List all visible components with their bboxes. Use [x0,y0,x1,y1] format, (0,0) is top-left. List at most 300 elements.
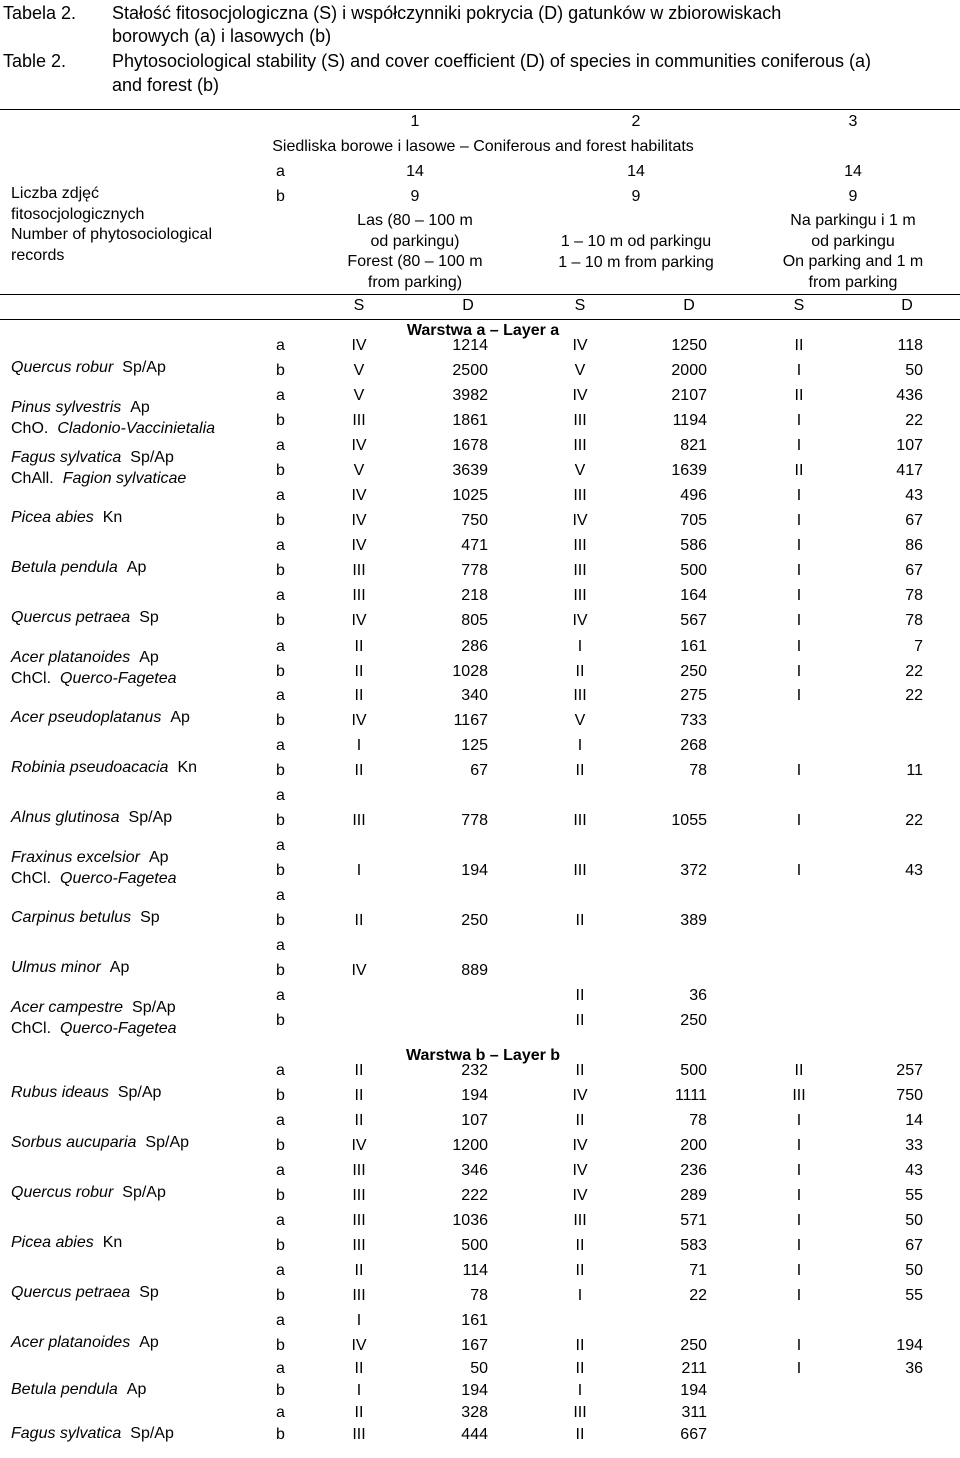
row-key: a [276,337,285,354]
stability-cell: I [796,762,802,779]
species-name: Querco-Fagetea [60,870,177,887]
stability-cell: IV [351,1337,367,1354]
species-label [11,608,159,628]
col2-desc-line: 1 – 10 m from parking [558,253,714,271]
species-note: ChCl. [11,870,52,887]
species-label [11,1083,161,1103]
species-label [11,1333,159,1353]
stability-cell: IV [572,1137,588,1154]
col1-desc-line: Forest (80 – 100 m [347,253,483,270]
stability-cell: I [796,687,802,704]
header-bottom-rule [0,294,960,295]
stability-cell: III [352,587,366,604]
stability-cell: V [353,387,365,404]
cover-cell: 667 [680,1426,707,1443]
records-row-key: b [276,188,285,205]
stability-cell: III [573,562,587,579]
stability-cell: I [577,638,583,655]
cover-cell: 778 [461,812,488,829]
species-name: Pinus sylvestris [11,399,122,416]
stability-cell: III [792,1087,806,1104]
row-key: a [276,437,285,454]
cover-cell: 372 [680,862,707,879]
stability-cell: III [573,812,587,829]
species-name: Quercus robur [11,1184,114,1201]
row-key: a [276,587,285,604]
stability-cell: IV [351,487,367,504]
row-key: b [276,512,285,529]
species-label [11,848,169,868]
cover-cell: 22 [905,812,923,829]
records-label-line: Number of phytosociological [11,226,212,243]
stability-cell: I [577,1287,583,1304]
row-key: a [276,887,285,904]
col1-desc-line: Las (80 – 100 m [357,212,473,229]
cover-cell: 86 [905,537,923,554]
stability-cell: II [575,987,585,1004]
stability-cell: II [575,762,585,779]
col3-desc [783,211,924,293]
stability-cell: II [354,1112,364,1129]
species-label [11,1283,159,1303]
cover-cell: 36 [689,987,707,1004]
stability-cell: I [796,412,802,429]
stability-cell: II [354,1262,364,1279]
col-num-3: 3 [848,113,858,130]
sd-header: S [793,297,805,314]
species-note: Ap [126,559,147,576]
cover-cell: 194 [461,1087,488,1104]
stability-cell: IV [351,712,367,729]
cover-cell: 328 [461,1404,488,1421]
row-key: a [276,1312,285,1329]
row-key: a [276,837,285,854]
row-key: b [276,1287,285,1304]
stability-cell: IV [572,1187,588,1204]
cover-cell: 2500 [452,362,488,379]
stability-cell: IV [572,612,588,629]
stability-cell: II [575,1426,585,1443]
cover-cell: 1028 [452,663,488,680]
cover-cell: 733 [680,712,707,729]
stability-cell: I [796,512,802,529]
row-key: a [276,1062,285,1079]
cover-cell: 194 [461,1382,488,1399]
species-note: ChO. [11,420,49,437]
species-note: Sp/Ap [122,359,166,376]
stability-cell: IV [572,512,588,529]
cover-cell: 22 [905,663,923,680]
cover-cell: 1055 [671,812,707,829]
stability-cell: II [794,337,804,354]
stability-cell: I [796,487,802,504]
caption-en-line2: and forest (b) [112,75,220,95]
row-key: a [276,937,285,954]
stability-cell: II [354,762,364,779]
row-key: a [276,387,285,404]
species-name: Quercus petraea [11,609,131,626]
row-key: b [276,663,285,680]
species-note: Ap [109,959,130,976]
species-note: Ap [139,649,159,666]
records-count: 9 [631,188,641,205]
species-label [11,1019,177,1039]
row-key: a [276,987,285,1004]
stability-cell: I [796,1137,802,1154]
cover-cell: 200 [680,1137,707,1154]
sd-header: D [683,297,695,314]
cover-cell: 1111 [674,1087,707,1104]
cover-cell: 43 [905,487,923,504]
cover-cell: 22 [905,412,923,429]
stability-cell: II [354,1404,364,1421]
row-key: b [276,1187,285,1204]
species-label [11,708,190,728]
cover-cell: 78 [905,587,923,604]
records-label-line: records [11,246,65,264]
species-note: Sp/Ap [122,1184,166,1201]
species-note: ChCl. [11,1020,52,1037]
stability-cell: III [573,437,587,454]
sd-bottom-rule [0,319,960,320]
layer-b-heading: Warstwa b – Layer b [405,1047,561,1064]
species-name: Quercus robur [11,359,114,376]
records-count: 14 [844,163,862,180]
stability-cell: I [577,1382,583,1399]
caption-en-line1: Phytosociological stability (S) and cover coefficient (D) of species in communities coniferous (a) [112,51,871,71]
species-label [11,669,177,689]
stability-cell: III [573,862,587,879]
stability-cell: II [575,1337,585,1354]
cover-cell: 500 [680,562,707,579]
stability-cell: IV [572,387,588,404]
stability-cell: II [575,1062,585,1079]
stability-cell: II [354,1062,364,1079]
stability-cell: I [796,1337,802,1354]
records-count: 14 [627,163,645,180]
species-name: Fagion sylvaticae [62,470,187,487]
cover-cell: 1639 [671,462,707,479]
stability-cell: I [796,1112,802,1129]
row-key: a [276,1404,285,1421]
species-note: Ap [170,709,190,726]
caption-en-label: Table 2. [3,51,67,71]
row-key: a [276,1162,285,1179]
row-key: a [276,737,285,754]
stability-cell: II [575,1012,585,1029]
cover-cell: 50 [470,1360,488,1377]
stability-cell: II [354,1087,364,1104]
cover-cell: 2107 [671,387,707,404]
stability-cell: V [353,362,365,379]
stability-cell: I [796,663,802,680]
col3-desc-line: od parkingu [811,232,895,250]
table-top-rule [0,109,960,110]
cover-cell: 194 [461,862,488,879]
species-label [11,808,172,828]
stability-cell: II [354,663,364,680]
cover-cell: 821 [680,437,707,454]
cover-cell: 78 [689,1112,707,1129]
stability-cell: III [352,562,366,579]
stability-cell: III [352,1426,366,1443]
stability-cell: II [575,1360,585,1377]
records-label-line: fitosocjologicznych [11,205,145,223]
row-key: b [276,1382,285,1399]
stability-cell: III [573,1212,587,1229]
stability-cell: III [352,1212,366,1229]
species-note: Sp/Ap [128,809,173,826]
cover-cell: 78 [470,1287,488,1304]
species-note: Ap [130,399,150,416]
cover-cell: 36 [905,1360,923,1377]
cover-cell: 1861 [452,412,488,429]
cover-cell: 55 [905,1287,923,1304]
row-key: a [276,1212,285,1229]
cover-cell: 250 [680,1337,707,1354]
row-key: b [276,412,285,429]
cover-cell: 107 [896,437,923,454]
row-key: b [276,862,285,879]
row-key: a [276,537,285,554]
species-note: Sp/Ap [132,999,176,1016]
species-note: Ap [148,849,169,866]
stability-cell: IV [351,537,367,554]
cover-cell: 311 [681,1404,707,1421]
species-name: Robinia pseudoacacia [11,759,169,776]
cover-cell: 125 [461,737,488,754]
species-name: Acer platanoides [11,649,131,666]
species-label [11,1133,189,1153]
stability-cell: I [796,1237,802,1254]
cover-cell: 496 [680,487,707,504]
stability-cell: III [573,587,587,604]
stability-cell: III [352,1162,366,1179]
cover-cell: 161 [680,638,707,655]
row-key: b [276,562,285,579]
species-name: Fagus sylvatica [11,449,122,466]
cover-cell: 289 [680,1187,707,1204]
stability-cell: IV [351,437,367,454]
stability-cell: I [796,587,802,604]
cover-cell: 67 [905,1237,923,1254]
stability-cell: I [796,1162,802,1179]
species-name: Betula pendula [11,559,118,576]
species-label [11,1380,146,1400]
cover-cell: 3982 [452,387,488,404]
cover-cell: 14 [905,1112,923,1129]
row-key: b [276,1426,285,1443]
caption-pl-line2: borowych (a) i lasowych (b) [112,26,332,46]
species-label [11,998,176,1018]
cover-cell: 161 [461,1312,488,1329]
cover-cell: 268 [680,737,707,754]
cover-cell: 78 [905,612,923,629]
cover-cell: 55 [905,1187,923,1204]
cover-cell: 7 [914,638,923,655]
cover-cell: 2000 [671,362,707,379]
stability-cell: I [796,1187,802,1204]
col2-desc [558,232,714,273]
cover-cell: 1194 [672,412,707,429]
cover-cell: 67 [470,762,488,779]
stability-cell: IV [351,1137,367,1154]
row-key: b [276,362,285,379]
cover-cell: 43 [905,862,923,879]
sd-header: S [574,297,586,314]
stability-cell: III [352,1287,366,1304]
layer-a-heading: Warstwa a – Layer a [406,322,560,339]
species-label [11,508,122,528]
species-note: ChCl. [11,670,52,687]
caption-pl-line1: Stałość fitosocjologiczna (S) i współczynniki pokrycia (D) gatunków w zbiorowiskach [112,3,782,23]
sd-header: D [462,297,474,314]
species-note: Sp/Ap [130,1425,174,1442]
stability-cell: II [354,687,364,704]
stability-cell: III [573,487,587,504]
col1-desc [347,211,482,293]
species-label [11,1424,174,1444]
species-label [11,398,150,418]
cover-cell: 340 [461,687,488,704]
cover-cell: 471 [461,537,488,554]
stability-cell: IV [351,962,367,979]
cover-cell: 50 [905,1262,923,1279]
stability-cell: IV [572,337,588,354]
stability-cell: I [796,1287,802,1304]
cover-cell: 236 [680,1162,707,1179]
row-key: a [276,487,285,504]
species-name: Betula pendula [11,1381,118,1398]
sd-header: D [901,297,913,314]
species-name: Picea abies [11,509,94,526]
records-count: 9 [848,188,858,205]
stability-cell: III [352,812,366,829]
cover-cell: 571 [680,1212,707,1229]
sd-header: S [353,297,365,314]
caption-pl-label: Tabela 2. [3,3,77,23]
species-label [11,1233,122,1253]
cover-cell: 33 [905,1137,923,1154]
stability-cell: II [354,1360,364,1377]
row-key: b [276,912,285,929]
row-key: b [276,712,285,729]
cover-cell: 114 [462,1262,488,1279]
row-key: b [276,1337,285,1354]
stability-cell: III [352,412,366,429]
stability-cell: I [796,612,802,629]
stability-cell: IV [572,1087,588,1104]
row-key: b [276,1237,285,1254]
cover-cell: 586 [680,537,707,554]
cover-cell: 107 [461,1112,488,1129]
stability-cell: I [796,1212,802,1229]
stability-cell: IV [351,612,367,629]
species-note: Ap [139,1334,159,1351]
species-name: Ulmus minor [11,959,101,976]
species-name: Alnus glutinosa [11,809,120,826]
species-name: Quercus petraea [11,1284,131,1301]
stability-cell: II [575,912,585,929]
stability-cell: I [356,1312,362,1329]
row-key: a [276,1112,285,1129]
species-note: Sp/Ap [145,1134,190,1151]
species-name: Cladonio-Vaccinietalia [57,420,216,437]
cover-cell: 250 [680,663,707,680]
stability-cell: II [575,1262,585,1279]
stability-cell: II [794,1062,804,1079]
species-label [11,869,177,889]
species-name: Acer campestre [11,999,124,1016]
row-key: b [276,612,285,629]
cover-cell: 444 [461,1426,488,1443]
row-key: b [276,812,285,829]
cover-cell: 500 [461,1237,488,1254]
stability-cell: III [573,537,587,554]
cover-cell: 805 [461,612,488,629]
records-label [11,184,212,266]
row-key: a [276,687,285,704]
cover-cell: 567 [680,612,707,629]
species-note: Sp/Ap [130,449,174,466]
species-name: Rubus ideaus [11,1084,109,1101]
cover-cell: 218 [461,587,488,604]
cover-cell: 286 [461,638,488,655]
cover-cell: 389 [680,912,707,929]
cover-cell: 118 [897,337,923,354]
species-name: Fagus sylvatica [11,1425,122,1442]
species-name: Acer pseudoplatanus [11,709,162,726]
habitats-header: Siedliska borowe i lasowe – Coniferous and forest habilitats [272,138,694,155]
stability-cell: III [573,687,587,704]
cover-cell: 194 [896,1337,923,1354]
stability-cell: IV [572,1162,588,1179]
cover-cell: 50 [905,362,923,379]
stability-cell: IV [351,512,367,529]
species-label [11,1183,166,1203]
row-key: b [276,962,285,979]
cover-cell: 436 [896,387,923,404]
species-label [11,908,160,928]
stability-cell: V [353,462,365,479]
stability-cell: V [574,462,586,479]
species-label [11,358,166,378]
species-note: Kn [102,509,123,526]
species-label [11,558,146,578]
cover-cell: 167 [461,1337,488,1354]
species-note: Kn [102,1234,123,1251]
species-name: Picea abies [11,1234,94,1251]
cover-cell: 705 [680,512,707,529]
stability-cell: III [573,1404,587,1421]
col2-desc-line: 1 – 10 m od parkingu [560,233,712,250]
stability-cell: I [356,737,362,754]
cover-cell: 22 [689,1287,707,1304]
cover-cell: 778 [461,562,488,579]
cover-cell: 417 [896,462,923,479]
species-note: Ap [126,1381,147,1398]
stability-cell: IV [351,337,367,354]
cover-cell: 1214 [452,337,488,354]
records-count: 14 [406,163,424,180]
species-name: Acer platanoides [11,1334,131,1351]
cover-cell: 750 [461,512,488,529]
species-label [11,469,186,489]
col-num-2: 2 [631,113,641,130]
cover-cell: 22 [905,687,923,704]
row-key: a [276,787,285,804]
stability-cell: I [796,862,802,879]
